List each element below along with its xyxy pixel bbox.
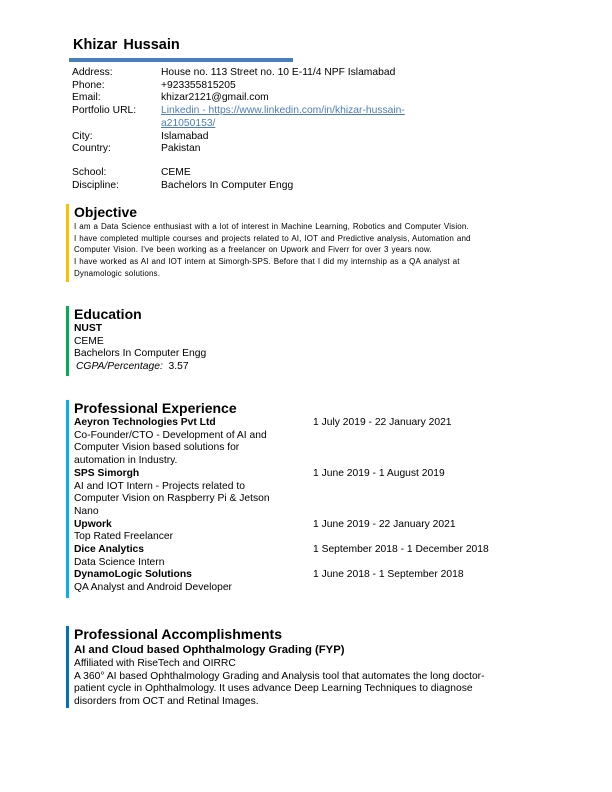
objective-line: Dynamologic solutions. bbox=[74, 268, 161, 278]
job-company: Upwork bbox=[74, 518, 112, 530]
city-row bbox=[72, 131, 431, 144]
job-entry bbox=[74, 417, 544, 468]
job-description-line: Data Science Intern bbox=[74, 556, 165, 568]
job-entry bbox=[74, 569, 544, 594]
contact-info bbox=[72, 67, 431, 192]
accomplishments-section bbox=[66, 626, 544, 708]
job-description-line: QA Analyst and Android Developer bbox=[74, 582, 232, 594]
job-dates: 1 July 2019 - 22 January 2021 bbox=[313, 417, 452, 428]
accomplishment-desc-line: A 360° AI based Ophthalmology Grading and Analysis tool that automates the long doctor- bbox=[74, 670, 485, 682]
portfolio-label: Portfolio URL: bbox=[72, 105, 137, 117]
address-row bbox=[72, 67, 431, 80]
accomplishment-affiliation: Affiliated with RiseTech and OIRRC bbox=[74, 658, 236, 669]
job-dates: 1 June 2018 - 1 September 2018 bbox=[313, 569, 464, 581]
portfolio-link[interactable]: Linkedin - https://www.linkedin.com/in/khizar-hussain- bbox=[161, 105, 405, 117]
portfolio-row bbox=[72, 105, 431, 130]
job-entry bbox=[74, 544, 544, 569]
job-dates: 1 June 2019 - 1 August 2019 bbox=[313, 467, 445, 479]
phone-label: Phone: bbox=[72, 79, 105, 91]
discipline-value: Bachelors In Computer Engg bbox=[161, 179, 294, 191]
job-description-line: Computer Vision on Raspberry Pi & Jetson bbox=[74, 493, 270, 505]
accomplishment-desc-line: disorders from OCT and Retinal Images. bbox=[74, 696, 259, 708]
discipline-label: Discipline: bbox=[72, 179, 119, 191]
job-description-line: Top Rated Freelancer bbox=[74, 531, 174, 543]
objective-line: I have worked as AI and IOT intern at Simorgh-SPS. Before that I did my internship as a QA analyst at bbox=[74, 257, 460, 267]
job-company: Dice Analytics bbox=[74, 544, 145, 556]
education-section bbox=[66, 306, 206, 376]
job-entry bbox=[74, 468, 544, 519]
address-label: Address: bbox=[72, 67, 113, 78]
objective-section bbox=[66, 204, 554, 282]
job-entry bbox=[74, 519, 544, 544]
cgpa-label: CGPA/Percentage: bbox=[76, 361, 163, 373]
name-underline-bar bbox=[69, 58, 293, 62]
job-description-line: Nano bbox=[74, 505, 99, 517]
country-row bbox=[72, 143, 431, 156]
job-description-line: Co-Founder/CTO - Development of AI and bbox=[74, 429, 267, 441]
job-company: SPS Simorgh bbox=[74, 467, 140, 479]
school-label: School: bbox=[72, 166, 107, 178]
accomplishment-title: AI and Cloud based Ophthalmology Grading (FYP) bbox=[74, 644, 345, 656]
institution: NUST bbox=[74, 323, 103, 334]
job-company: Aeyron Technologies Pvt Ltd bbox=[74, 417, 216, 428]
address-value: House no. 113 Street no. 10 E-11/4 NPF Islamabad bbox=[161, 67, 396, 78]
country-value: Pakistan bbox=[161, 143, 201, 155]
accomplishments-heading: Professional Accomplishments bbox=[74, 626, 282, 642]
school: CEME bbox=[74, 335, 104, 347]
city-label: City: bbox=[72, 130, 93, 142]
portfolio-link-cont[interactable]: a21050153/ bbox=[161, 117, 216, 129]
objective-heading: Objective bbox=[74, 204, 138, 220]
degree: Bachelors In Computer Engg bbox=[74, 348, 207, 360]
cgpa-value: 3.57 bbox=[168, 361, 189, 373]
job-description-line: automation in Industry. bbox=[74, 455, 178, 467]
job-description-line: Computer Vision based solutions for bbox=[74, 442, 240, 454]
email-row bbox=[72, 92, 431, 105]
accomplishment-desc-line: patient cycle in Ophthalmology. It uses advance Deep Learning Techniques to diagnose bbox=[74, 683, 473, 695]
experience-section bbox=[66, 400, 544, 598]
phone-row bbox=[72, 80, 431, 93]
city-value: Islamabad bbox=[161, 130, 209, 142]
experience-heading: Professional Experience bbox=[74, 400, 237, 416]
job-dates: 1 September 2018 - 1 December 2018 bbox=[313, 544, 489, 556]
discipline-row bbox=[72, 180, 431, 193]
school-value: CEME bbox=[161, 166, 191, 178]
job-description-line: AI and IOT Intern - Projects related to bbox=[74, 480, 245, 492]
objective-line: I have completed multiple courses and projects related to AI, IOT and Predictive analysis, Automation and bbox=[74, 233, 471, 243]
candidate-name: Khizar Hussain bbox=[73, 37, 180, 53]
job-company: DynamoLogic Solutions bbox=[74, 569, 192, 581]
phone-value: +923355815205 bbox=[161, 79, 236, 91]
objective-line: I am a Data Science enthusiast with a lot of interest in Machine Learning, Robotics and Computer Vision. bbox=[74, 222, 469, 231]
email-label: Email: bbox=[72, 92, 101, 104]
job-dates: 1 June 2019 - 22 January 2021 bbox=[313, 518, 456, 530]
objective-line: Computer Vision. I've been working as a freelancer on Upwork and Fiverr for over 3 years now. bbox=[74, 245, 432, 255]
email-value: khizar2121@gmail.com bbox=[161, 92, 269, 104]
country-label: Country: bbox=[72, 143, 111, 155]
education-heading: Education bbox=[74, 306, 142, 322]
school-row bbox=[72, 167, 431, 180]
